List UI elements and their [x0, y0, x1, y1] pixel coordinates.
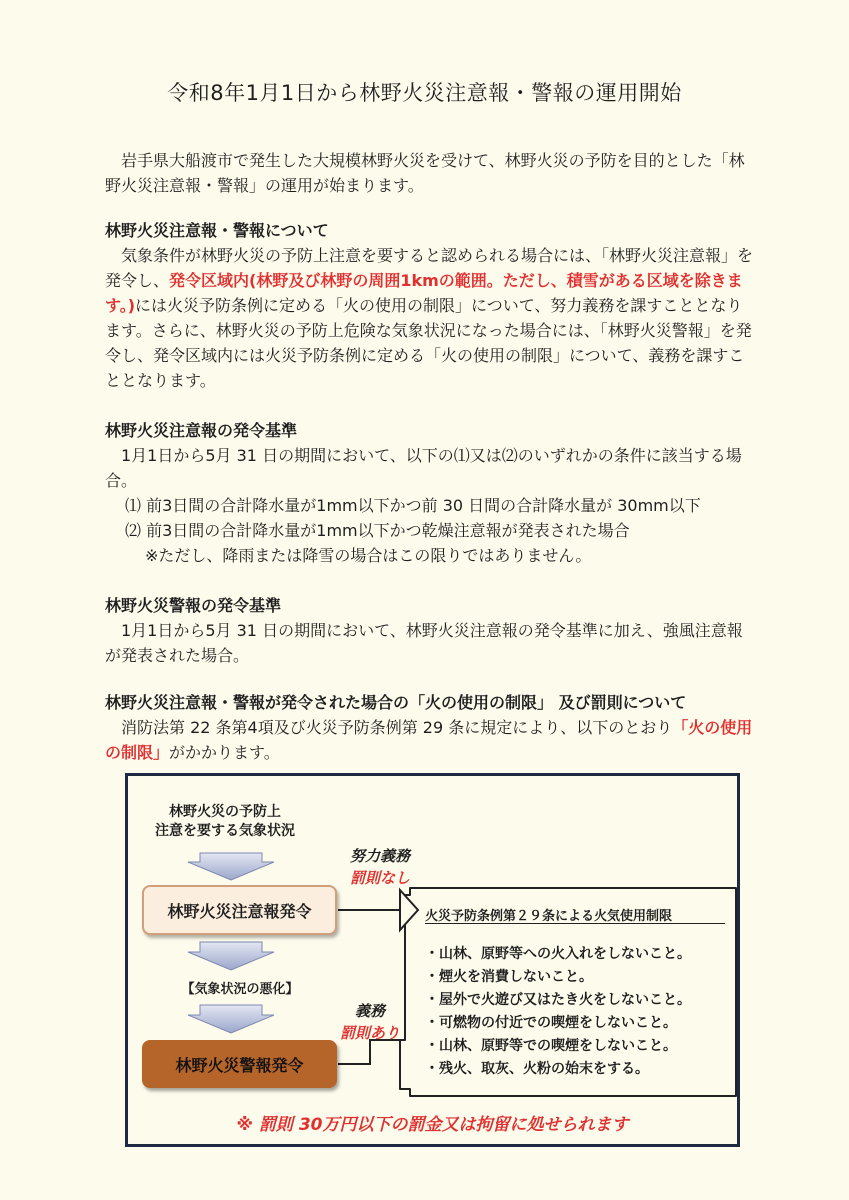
page-title: 令和8年1月1日から林野火災注意報・警報の運用開始 — [167, 81, 682, 105]
advisory-note: ※ただし、降雨または降雪の場合はこの限りではありません。 — [145, 546, 592, 565]
condition-text — [140, 803, 310, 841]
down-arrow-1 — [188, 853, 274, 880]
advisory-condition-1: ⑴ 前3日間の合計降水量が1mm以下かつ前 30 日間の合計降水量が 30mm以下 — [125, 496, 701, 515]
restriction-title: 火災予防条例第２９条による火気使用制限 — [425, 909, 673, 924]
penalty-note: ※ 罰則 30万円以下の罰金又は拘留に処せられます — [236, 1115, 629, 1135]
condition-line-2: 注意を要する気象状況 — [155, 823, 295, 839]
warning-duty-label: 義務 — [354, 1002, 385, 1020]
advisory-obligation — [335, 845, 425, 889]
list-item: ・山林、原野等への火入れをしないこと。 — [425, 946, 691, 962]
advisory-duty-label: 努力義務 — [349, 847, 410, 865]
advisory-criteria-paragraph: 1月1日から5月 31 日の期間において、以下の⑴又は⑵のいずれかの条件に該当する場合。 — [105, 446, 742, 490]
warning-obligation — [325, 1000, 415, 1044]
down-arrow-3 — [188, 1005, 274, 1033]
advisory-issued-box: 林野火災注意報発令 — [142, 885, 337, 935]
overview-text-a: 気象条件が林野火災の予防上注意を要すると認められる場合には、「林野火災注意報」を発令し、 — [105, 246, 754, 290]
advisory-penalty-label: 罰則なし — [349, 869, 410, 887]
warning-criteria-paragraph: 1月1日から5月 31 日の期間において、林野火災注意報の発令基準に加え、強風注意報が発表された場合。 — [105, 621, 743, 665]
restrictions-text-b: がかかります。 — [169, 743, 280, 762]
list-item: ・煙火を消費しないこと。 — [425, 969, 593, 985]
worsening-label: 【気象状況の悪化】 — [181, 982, 299, 997]
section-heading-advisory-criteria: 林野火災注意報の発令基準 — [105, 421, 298, 440]
list-item: ・山林、原野等での喫煙をしないこと。 — [425, 1038, 677, 1054]
restriction-title-underline — [425, 923, 725, 924]
overview-text-highlight: 発令区域内(林野及び林野の周囲1kmの範囲。ただし、積雪がある区域を除きます。) — [105, 271, 743, 315]
warning-penalty-label: 罰則あり — [339, 1024, 400, 1042]
condition-line-1: 林野火災の予防上 — [169, 804, 281, 820]
restrictions-text-highlight: 「火の使用の制限」 — [105, 718, 753, 762]
section-heading-overview: 林野火災注意報・警報について — [105, 221, 329, 240]
list-item: ・残火、取灰、火粉の始末をする。 — [425, 1061, 649, 1077]
section-heading-warning-criteria: 林野火災警報の発令基準 — [105, 596, 282, 615]
list-item: ・可燃物の付近での喫煙をしないこと。 — [425, 1015, 677, 1031]
section-heading-restrictions: 林野火災注意報・警報が発令された場合の「火の使用の制限」 及び罰則について — [105, 693, 687, 712]
restrictions-text-a: 消防法第 22 条第4項及び火災予防条例第 29 条に規定により、以下のとおり — [121, 718, 673, 737]
overview-text-b: には火災予防条例に定める「火の使用の制限」について、努力義務を課すこととなります。さらに、林野火災の予防上危険な気象状況になった場合には、「林野火災警報」を発令し、発令区域内には火災予防条例に定める「火の使用の制限」について、義務を課すこととなります。 — [105, 296, 752, 390]
restriction-list — [425, 943, 691, 1081]
intro-paragraph: 岩手県大船渡市で発生した大規模林野火災を受けて、林野火災の予防を目的とした「林野火災注意報・警報」の運用が始まります。 — [105, 151, 745, 195]
down-arrow-2 — [188, 942, 274, 970]
advisory-condition-2: ⑵ 前3日間の合計降水量が1mm以下かつ乾燥注意報が発表された場合 — [125, 521, 630, 540]
list-item: ・屋外で火遊び又はたき火をしないこと。 — [425, 992, 691, 1008]
warning-issued-box: 林野火災警報発令 — [142, 1040, 337, 1088]
